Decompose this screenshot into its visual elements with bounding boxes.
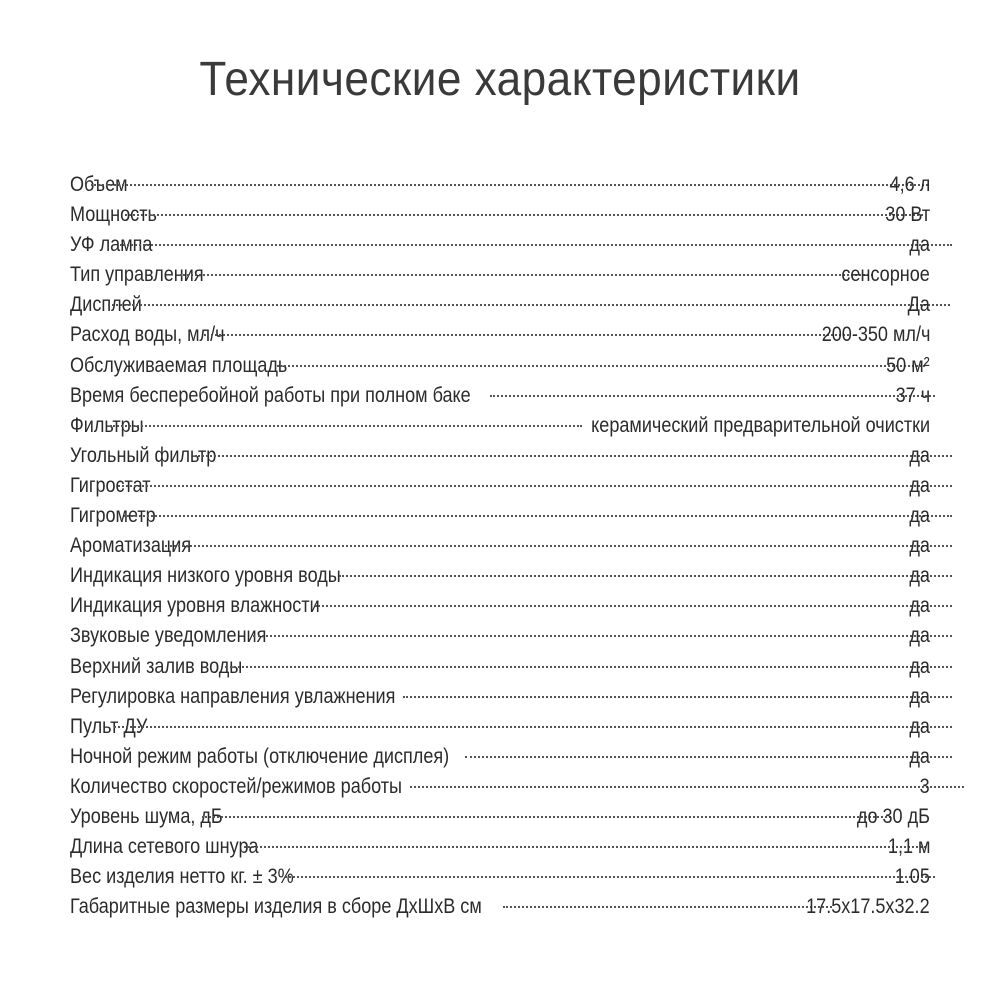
spec-value: да (909, 594, 930, 618)
dot-leader (253, 635, 952, 637)
dot-leader (315, 605, 952, 607)
spec-value: 3 (919, 774, 930, 798)
dot-leader (120, 244, 951, 246)
spec-name: Время бесперебойной работы при полном баке (70, 383, 471, 407)
spec-value: да (909, 534, 930, 558)
spec-value: 1.05 (894, 865, 930, 889)
spec-value: да (909, 443, 930, 467)
spec-name: Верхний залив воды (70, 654, 243, 678)
dot-leader (118, 485, 952, 487)
spec-value: да (909, 744, 930, 768)
page-title: Технические характеристики (199, 53, 801, 106)
spec-row-direction-adjust (70, 682, 930, 712)
dot-leader (277, 365, 925, 367)
spec-name: Длина сетевого шнура (70, 835, 259, 859)
spec-value: 200-350 мл/ч (821, 323, 930, 347)
spec-value: Да (907, 293, 930, 317)
spec-name: Регулировка направления увлажнения (70, 684, 396, 708)
spec-row-uv-lamp (70, 230, 930, 260)
dot-leader (244, 846, 926, 848)
dot-leader (125, 214, 923, 216)
spec-row-water-consumption (70, 320, 930, 350)
dot-leader (91, 184, 928, 186)
spec-name: Количество скоростей/режимов работы (70, 774, 402, 798)
spec-value: 37 ч (895, 383, 930, 407)
spec-name: Ночной режим работы (отключение дисплея) (70, 744, 450, 768)
spec-row-power (70, 200, 930, 230)
spec-row-top-fill (70, 652, 930, 682)
spec-name: УФ лампа (70, 233, 153, 257)
dot-leader (285, 876, 935, 878)
spec-name: Ароматизация (70, 534, 192, 558)
spec-value: да (909, 233, 930, 257)
spec-value: 30 Вт (885, 203, 930, 227)
dot-leader (410, 786, 963, 788)
spec-name: Угольный фильтр (70, 443, 217, 467)
spec-row-remote-control (70, 712, 930, 742)
spec-name: Пульт ДУ (70, 714, 148, 738)
spec-name: Гигрометр (70, 504, 156, 528)
spec-value: да (909, 684, 930, 708)
spec-name: Фильтры (70, 413, 144, 437)
dot-leader (204, 334, 849, 336)
spec-name: Обслуживаемая площадь (70, 353, 288, 377)
dot-leader (110, 425, 581, 427)
spec-value: до 30 дБ (856, 804, 930, 828)
spec-value: да (909, 654, 930, 678)
spec-row-carbon-filter (70, 441, 930, 471)
spec-row-volume (70, 170, 930, 200)
spec-name: Расход воды, мл/ч (70, 323, 225, 347)
spec-value: 50 м² (886, 353, 930, 377)
dot-leader (114, 726, 951, 728)
dot-leader (225, 666, 952, 668)
spec-row-net-weight (70, 862, 930, 892)
spec-row-hygrometer (70, 501, 930, 531)
spec-name: Дисплей (70, 293, 142, 317)
spec-name: Габаритные размеры изделия в сборе ДхШхВ см (70, 895, 482, 919)
spec-row-noise-level (70, 802, 930, 832)
spec-name: Гигростат (70, 473, 151, 497)
dot-leader (108, 304, 950, 306)
spec-row-humidity-indicator (70, 591, 930, 621)
spec-value: да (909, 504, 930, 528)
spec-name: Вес изделия нетто кг. ± 3% (70, 865, 294, 889)
spec-row-aromatization (70, 531, 930, 561)
spec-value: 1,1 м (887, 835, 930, 859)
spec-value: сенсорное (841, 263, 930, 287)
dot-leader (124, 515, 952, 517)
spec-value: 17.5x17.5x32.2 (806, 895, 930, 919)
spec-name: Индикация низкого уровня воды (70, 564, 341, 588)
spec-name: Тип управления (70, 263, 204, 287)
dot-leader (202, 816, 891, 818)
spec-name: Уровень шума, дБ (70, 804, 223, 828)
spec-name: Звуковые уведомления (70, 624, 267, 648)
spec-row-night-mode (70, 742, 930, 772)
dot-leader (403, 696, 952, 698)
dot-leader (465, 756, 951, 758)
spec-value: керамический предварительной очистки (591, 413, 930, 437)
spec-value: 4,6 л (889, 173, 930, 196)
dot-leader (180, 274, 873, 276)
spec-name: Объем (70, 173, 128, 196)
dot-leader (195, 455, 952, 457)
spec-row-display (70, 290, 930, 320)
spec-value: да (909, 473, 930, 497)
spec-row-area (70, 351, 930, 381)
spec-row-speeds (70, 772, 930, 802)
specs-list (70, 170, 930, 922)
spec-row-cord-length (70, 832, 930, 862)
dot-leader (339, 575, 951, 577)
spec-row-control-type (70, 260, 930, 290)
spec-row-runtime (70, 381, 930, 411)
spec-row-filters (70, 411, 930, 441)
spec-value: да (909, 564, 930, 588)
spec-name: Индикация уровня влажности (70, 594, 320, 618)
spec-value: да (909, 624, 930, 648)
spec-name: Мощность (70, 203, 157, 227)
dot-leader (165, 545, 951, 547)
dot-leader (503, 906, 832, 908)
spec-row-dimensions (70, 892, 930, 922)
spec-row-sound-notifications (70, 621, 930, 651)
spec-row-low-water-indicator (70, 561, 930, 591)
spec-value: да (909, 714, 930, 738)
dot-leader (490, 395, 935, 397)
spec-row-hygrostat (70, 471, 930, 501)
